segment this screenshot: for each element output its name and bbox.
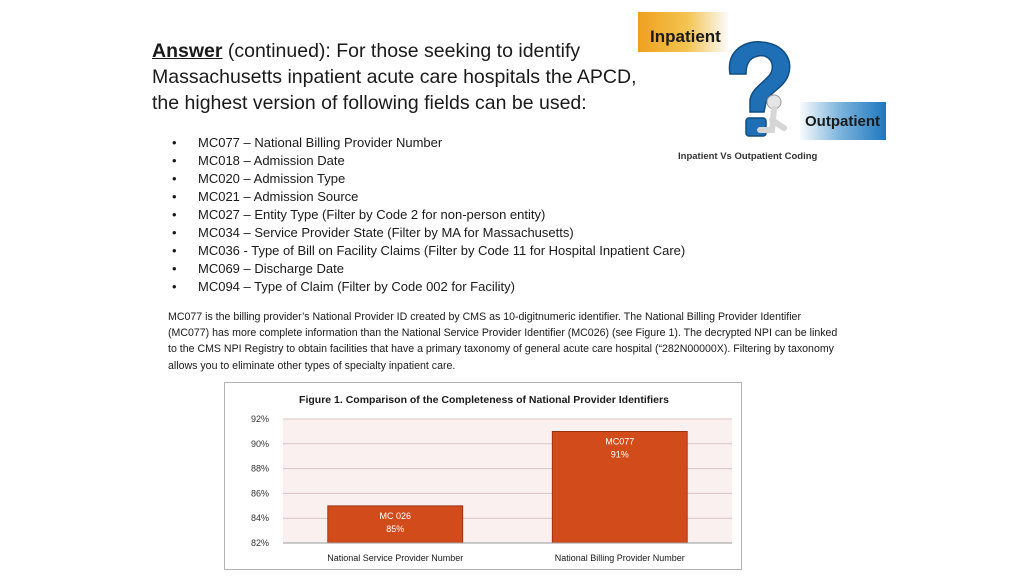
data-label: 91% [610, 449, 629, 460]
inpatient-outpatient-clipart [638, 12, 888, 172]
bullet-icon: • [172, 153, 177, 168]
outpatient-label: Outpatient [805, 113, 880, 130]
bullet-icon: • [172, 225, 177, 240]
list-item-text: MC018 – Admission Date [198, 153, 345, 168]
list-item [172, 224, 685, 242]
bullet-icon: • [172, 243, 177, 258]
x-tick-label: National Service Provider Number [327, 553, 464, 563]
list-item-text: MC069 – Discharge Date [198, 261, 344, 276]
list-item [172, 260, 685, 278]
list-item-text: MC034 – Service Provider State (Filter by MA for Massachusetts) [198, 225, 574, 240]
x-tick-label: National Billing Provider Number [554, 553, 685, 563]
clipart-caption: Inpatient Vs Outpatient Coding [678, 151, 818, 162]
list-item-text: MC027 – Entity Type (Filter by Code 2 for non-person entity) [198, 207, 546, 222]
y-tick-label: 82% [251, 538, 270, 548]
list-item [172, 188, 685, 206]
list-item-text: MC077 – National Billing Provider Number [198, 135, 443, 150]
slide-heading [152, 38, 652, 116]
bar [552, 431, 687, 543]
list-item [172, 152, 685, 170]
list-item [172, 206, 685, 224]
y-tick-label: 90% [251, 438, 270, 449]
field-list [172, 134, 685, 296]
list-item [172, 278, 685, 296]
y-tick-label: 86% [251, 488, 270, 499]
y-tick-label: 92% [251, 414, 270, 424]
list-item-text: MC094 – Type of Claim (Filter by Code 002 for Facility) [198, 279, 515, 294]
data-label: 85% [386, 523, 405, 534]
heading-text: (continued): For those seeking to identify Massachusetts inpatient acute care hospitals the APCD, the highest version of following fields can be used: [152, 40, 637, 114]
question-mark-icon [729, 42, 789, 136]
list-item [172, 170, 685, 188]
list-item-text: MC021 – Admission Source [198, 189, 359, 204]
heading-lead: Answer [152, 40, 223, 62]
bar-chart-svg [225, 383, 743, 571]
list-item [172, 242, 685, 260]
data-label: MC077 [605, 436, 635, 447]
bullet-icon: • [172, 207, 177, 222]
list-item-text: MC036 - Type of Bill on Facility Claims (Filter by Code 11 for Hospital Inpatient Care) [198, 243, 686, 258]
y-tick-label: 88% [251, 463, 270, 474]
bullet-icon: • [172, 189, 177, 204]
data-label: MC 026 [379, 510, 412, 521]
chart-title: Figure 1. Comparison of the Completeness of National Provider Identifiers [299, 394, 669, 406]
list-item-text: MC020 – Admission Type [198, 171, 346, 186]
figure-1-chart [224, 382, 742, 570]
explanation-paragraph: MC077 is the billing provider’s National Provider ID created by CMS as 10-digitnumeric identifier. The National Billing Provider Identifier (MC077) has more complete information than the National Service Provider Identifier (MC026) (see Figure 1). The decrypted NPI can be linked to the CMS NPI Registry to obtain facilities that have a primary taxonomy of general acute care hospital (“282N00000X). Filtering by taxonomy allows you to eliminate other types of specialty inpatient care. [168, 311, 838, 372]
bullet-icon: • [172, 261, 177, 276]
inpatient-label: Inpatient [650, 27, 721, 46]
y-tick-label: 84% [251, 513, 270, 524]
bullet-icon: • [172, 135, 177, 150]
list-item [172, 134, 685, 152]
bullet-icon: • [172, 171, 177, 186]
bullet-icon: • [172, 279, 177, 294]
